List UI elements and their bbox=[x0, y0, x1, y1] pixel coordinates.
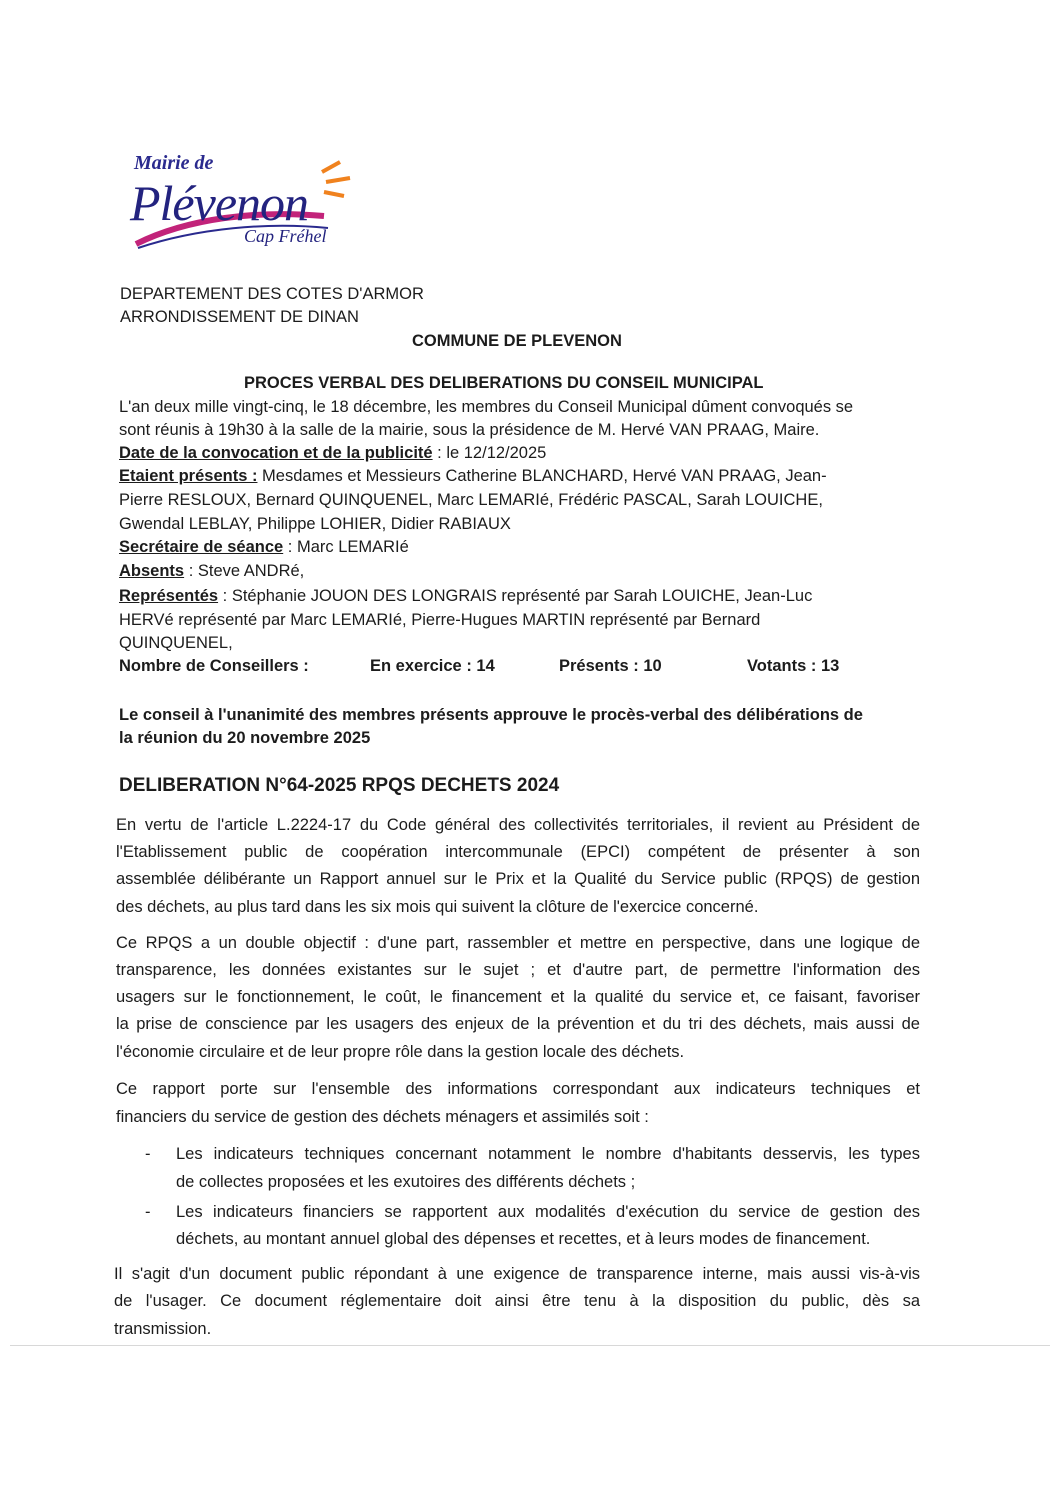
counts-exercice: En exercice : 14 bbox=[370, 657, 495, 675]
representes-label: Représentés bbox=[119, 587, 219, 605]
logo-town-name: Plévenon bbox=[130, 175, 309, 231]
secretaire-value: : Marc LEMARIé bbox=[283, 538, 409, 556]
p4-line-1: Il s'agit d'un document public répondant à une exigence de transparence interne, mais aussi vis-à-vis bbox=[114, 1265, 920, 1283]
p1-line-2: l'Etablissement public de coopération intercommunale (EPCI) compétent de présenter à son bbox=[116, 843, 920, 861]
secretaire-label: Secrétaire de séance bbox=[119, 538, 284, 556]
representes-line-3: QUINQUENEL, bbox=[119, 634, 233, 652]
presents-line-2: Pierre RESLOUX, Bernard QUINQUENEL, Marc LEMARIé, Frédéric PASCAL, Sarah LOUICHE, bbox=[119, 491, 823, 509]
p1-line-3: assemblée délibérante un Rapport annuel sur le Prix et la Qualité du Service public (RPQS) de gestion bbox=[116, 870, 920, 888]
bullet2-line-2: déchets, au montant annuel global des dépenses et recettes, et à leurs modes de financement. bbox=[176, 1230, 871, 1248]
bullet-dash: - bbox=[145, 1145, 151, 1163]
absents-label: Absents bbox=[119, 562, 185, 580]
p2-line-2: transparence, les données existantes sur le sujet ; et d'autre part, de permettre l'information des bbox=[116, 961, 920, 979]
p4-line-3: transmission. bbox=[114, 1320, 212, 1338]
convocation-label: Date de la convocation et de la publicité bbox=[119, 444, 433, 462]
p3-line-1: Ce rapport porte sur l'ensemble des informations correspondant aux indicateurs techniques et bbox=[116, 1080, 920, 1098]
logo-line-mairie: Mairie de bbox=[134, 152, 214, 174]
logo-cap-frehel: Cap Fréhel bbox=[244, 226, 327, 246]
representes-line-1 bbox=[119, 586, 812, 606]
mairie-logo bbox=[128, 148, 368, 260]
p2-line-4: la prise de conscience par les usagers des enjeux de la prévention et du tri des déchets, mais aussi de bbox=[116, 1015, 920, 1033]
presents-line-3: Gwendal LEBLAY, Philippe LOHIER, Didier RABIAUX bbox=[119, 515, 511, 533]
department-line: DEPARTEMENT DES COTES D'ARMOR bbox=[120, 285, 424, 303]
p1-line-4: des déchets, au plus tard dans les six mois qui suivent la clôture de l'exercice concerné. bbox=[116, 898, 759, 916]
page-divider bbox=[10, 1345, 1050, 1346]
p2-line-1: Ce RPQS a un double objectif : d'une part, rassembler et mettre en perspective, dans une logique de bbox=[116, 934, 920, 952]
convocation-line bbox=[119, 443, 546, 463]
bullet1-line-1: Les indicateurs techniques concernant notamment le nombre d'habitants desservis, les types bbox=[176, 1145, 920, 1163]
presents-label: Etaient présents : bbox=[119, 467, 258, 485]
bullet-dash: - bbox=[145, 1203, 151, 1221]
convocation-value: : le 12/12/2025 bbox=[432, 444, 547, 462]
absents-line bbox=[119, 561, 304, 581]
presents-line-1 bbox=[119, 466, 827, 486]
absents-value: : Steve ANDRé, bbox=[184, 562, 305, 580]
bullet2-line-1: Les indicateurs financiers se rapportent aux modalités d'exécution du service de gestion des bbox=[176, 1203, 920, 1221]
p2-line-5: l'économie circulaire et de leur propre rôle dans la gestion locale des déchets. bbox=[116, 1043, 685, 1061]
arrondissement-line: ARRONDISSEMENT DE DINAN bbox=[120, 308, 359, 326]
p3-line-2: financiers du service de gestion des déchets ménagers et assimilés soit : bbox=[116, 1108, 649, 1126]
p1-line-1: En vertu de l'article L.2224-17 du Code général des collectivités territoriales, il revient au Président de bbox=[116, 816, 920, 834]
representes-line-2: HERVé représenté par Marc LEMARIé, Pierre-Hugues MARTIN représenté par Bernard bbox=[119, 611, 761, 629]
counts-presents: Présents : 10 bbox=[559, 657, 662, 675]
intro-line-2: sont réunis à 19h30 à la salle de la mairie, sous la présidence de M. Hervé VAN PRAAG, Maire. bbox=[119, 421, 820, 439]
presents-text-1: Mesdames et Messieurs Catherine BLANCHARD, Hervé VAN PRAAG, Jean- bbox=[257, 467, 827, 485]
secretaire-line bbox=[119, 537, 409, 557]
deliberation-title: DELIBERATION N°64-2025 RPQS DECHETS 2024 bbox=[119, 775, 560, 796]
pv-title: PROCES VERBAL DES DELIBERATIONS DU CONSEIL MUNICIPAL bbox=[244, 374, 764, 392]
counts-votants: Votants : 13 bbox=[747, 657, 840, 675]
p4-line-2: de l'usager. Ce document réglementaire doit ainsi être tenu à la disposition du public, dès sa bbox=[114, 1292, 920, 1310]
representes-text-1: : Stéphanie JOUON DES LONGRAIS représenté par Sarah LOUICHE, Jean-Luc bbox=[218, 587, 813, 605]
bullet1-line-2: de collectes proposées et les exutoires des différents déchets ; bbox=[176, 1173, 636, 1191]
p2-line-3: usagers sur le fonctionnement, le coût, le financement et la qualité du service et, ce faisant, favoriser bbox=[116, 988, 920, 1006]
approval-line-1: Le conseil à l'unanimité des membres présents approuve le procès-verbal des délibérations de bbox=[119, 706, 863, 724]
counts-label: Nombre de Conseillers : bbox=[119, 657, 309, 675]
commune-heading: COMMUNE DE PLEVENON bbox=[412, 332, 622, 350]
intro-line-1: L'an deux mille vingt-cinq, le 18 décembre, les membres du Conseil Municipal dûment convoqués se bbox=[119, 398, 854, 416]
approval-line-2: la réunion du 20 novembre 2025 bbox=[119, 729, 371, 747]
